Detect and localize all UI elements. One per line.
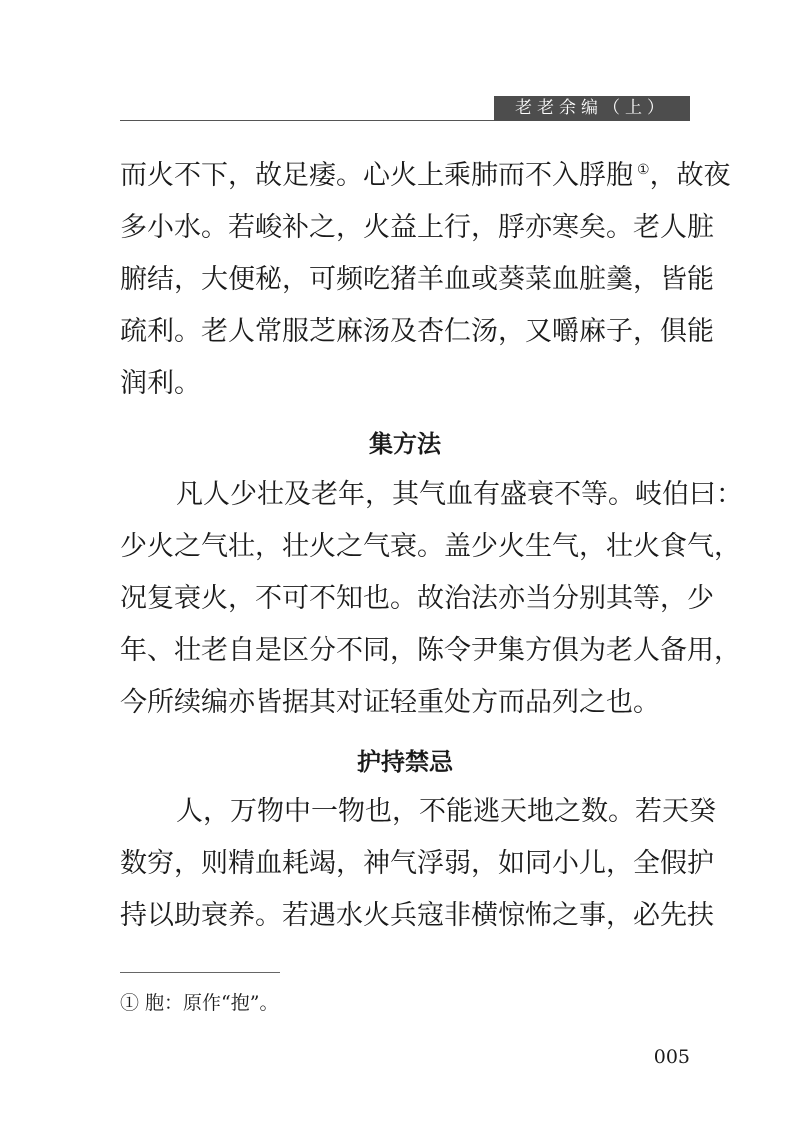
paragraph-line: 今所续编亦皆据其对证轻重处方而品列之也。: [120, 687, 660, 718]
running-header-title: 老老余编（上）: [494, 96, 690, 121]
footnote-reference[interactable]: ①: [637, 162, 650, 178]
section-heading-jifangfa: 集方法: [369, 430, 441, 458]
paragraph-line: 人，万物中一物也，不能逃天地之数。若天癸: [176, 796, 716, 827]
section-body-jifangfa: [120, 469, 743, 729]
paragraph-line: 少火之气壮，壮火之气衰。盖少火生气，壮火食气，: [120, 531, 741, 562]
paragraph-line: 多小水。若峻补之，火益上行，脬亦寒矣。老人脏: [120, 212, 714, 243]
paragraph-line: 数穷，则精血耗竭，神气浮弱，如同小儿，全假护: [120, 848, 714, 879]
paragraph-line: 持以助衰养。若遇水火兵寇非横惊怖之事，必先扶: [120, 900, 714, 931]
paragraph-line: 润利。: [120, 368, 201, 399]
page-number: 005: [653, 1046, 690, 1068]
paragraph-line: 疏利。老人常服芝麻汤及杏仁汤，又嚼麻子，俱能: [120, 316, 714, 347]
section-body-huchijinji: [120, 786, 716, 942]
footnote: ① 胞：原作“抱”。: [120, 992, 279, 1014]
paragraph-line: 况复衰火，不可不知也。故治法亦当分别其等，少: [120, 583, 714, 614]
paragraph-line: 而火不下，故足痿。心火上乘肺而不入脬胞 ①，故夜: [120, 160, 731, 191]
section-heading-huchijinji: 护持禁忌: [357, 748, 453, 776]
footnote-divider: [120, 972, 280, 973]
running-header: [120, 96, 690, 121]
paragraph-continuation: [120, 150, 731, 410]
paragraph-line: 凡人少壮及老年，其气血有盛衰不等。岐伯曰：: [176, 479, 743, 510]
paragraph-line: 腑结，大便秘，可频吃猪羊血或葵菜血脏羹，皆能: [120, 264, 714, 295]
paragraph-line: 年、壮老自是区分不同，陈令尹集方俱为老人备用，: [120, 635, 741, 666]
